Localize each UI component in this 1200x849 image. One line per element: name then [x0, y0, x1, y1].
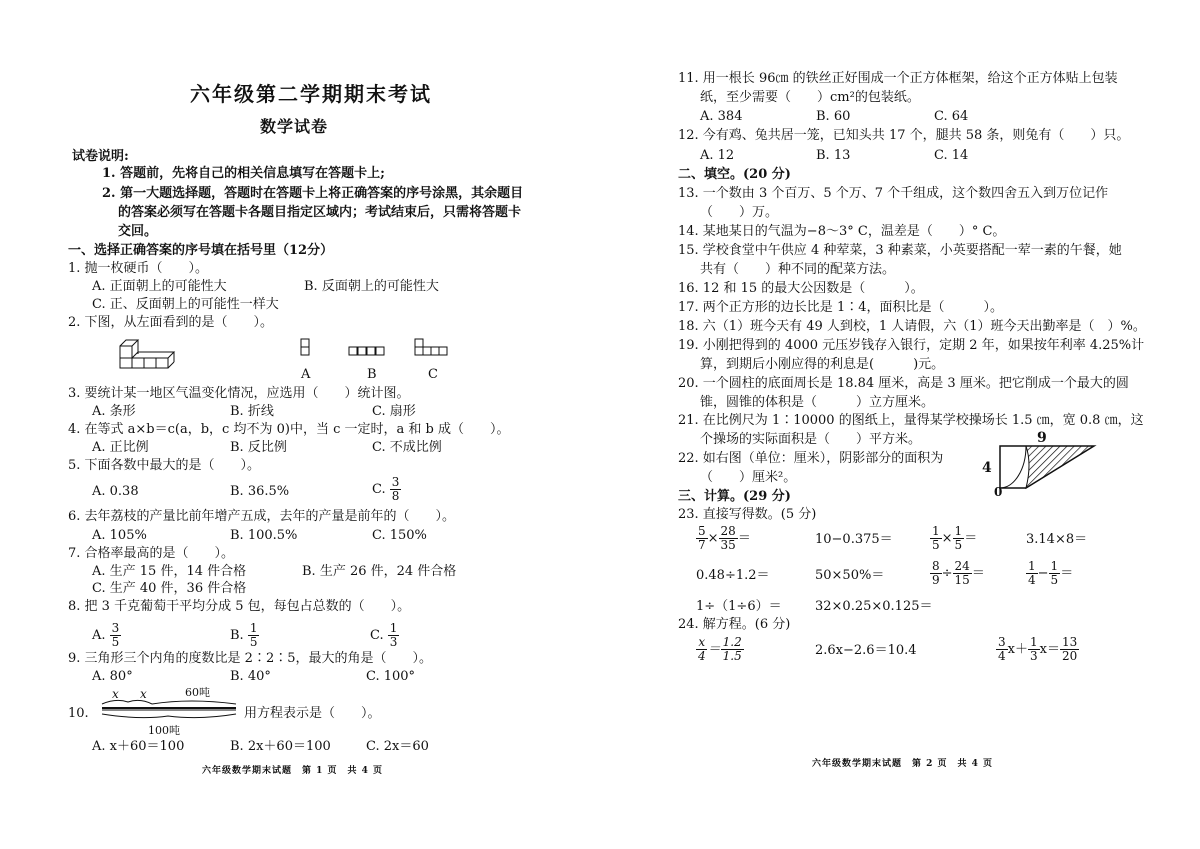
q12-stem: 12. 今有鸡、兔共居一笼，已知头共 17 个，腿共 58 条，则兔有（ ）只。	[678, 128, 1130, 143]
section-3-heading: 三、计算。(29 分)	[678, 489, 791, 504]
q2-stem: 2. 下图，从左面看到的是（ ）。	[68, 315, 274, 330]
q2-view-a	[300, 338, 312, 358]
q1-option-a: A. 正面朝上的可能性大	[92, 279, 227, 294]
q2-view-c	[414, 338, 454, 358]
q21-line-2: 个操场的实际面积是（ ）平方米。	[700, 432, 922, 447]
q23-expr-9: 1÷（1÷6）＝	[696, 599, 782, 614]
q22-figure-label-left: 4	[982, 460, 992, 476]
q23-expr-7: $\frac{8}{9}$ ÷ $\frac{24}{15}$ ＝	[932, 559, 985, 587]
q2-label-a: A	[301, 367, 311, 382]
q24-stem: 24. 解方程。(6 分)	[678, 617, 791, 632]
exam-title: 六年级第二学期期末考试	[190, 82, 432, 106]
q2-label-c: C	[428, 367, 438, 382]
q9-stem: 9. 三角形三个内角的度数比是 2∶2∶5，最大的角是（ ）。	[68, 651, 432, 666]
q10-x-label-2: x	[140, 687, 147, 701]
q8-stem: 8. 把 3 千克葡萄干平均分成 5 包，每包占总数的（ ）。	[68, 599, 411, 614]
q22-line-2: （ ）厘米²。	[700, 470, 797, 485]
q9-option-a: A. 80°	[92, 669, 133, 684]
q10-option-a: A. x＋60＝100	[92, 739, 185, 754]
q6-option-b: B. 100.5%	[230, 528, 298, 543]
exam-page-2	[600, 0, 1200, 849]
section-2-heading: 二、填空。(20 分)	[678, 167, 791, 182]
q6-stem: 6. 去年荔枝的产量比前年增产五成，去年的产量是前年的（ ）。	[68, 509, 456, 524]
q5-option-b: B. 36.5%	[230, 484, 290, 499]
q15-line-1: 15. 学校食堂中午供应 4 种荤菜，3 种素菜，小英要搭配一荤一素的午餐，她	[678, 243, 1122, 258]
instructions-heading: 试卷说明:	[72, 149, 129, 164]
instructions-item-2c: 交回。	[118, 224, 158, 239]
q7-stem: 7. 合格率最高的是（ ）。	[68, 546, 235, 561]
q6-option-c: C. 150%	[372, 528, 427, 543]
q4-option-c: C. 不成比例	[372, 440, 442, 455]
q3-option-a: A. 条形	[92, 404, 136, 419]
q7-option-c: C. 生产 40 件，36 件合格	[92, 581, 247, 596]
q8-option-c: C. $\frac{1}{3}$	[370, 621, 398, 649]
q23-expr-8: $\frac{1}{4}$ − $\frac{1}{5}$ ＝	[1028, 559, 1074, 587]
q5-stem: 5. 下面各数中最大的是（ ）。	[68, 458, 261, 473]
q12-option-c: C. 14	[934, 148, 969, 163]
q1-option-b: B. 反面朝上的可能性大	[304, 279, 439, 294]
q17: 17. 两个正方形的边长比是 1∶4，面积比是（ ）。	[678, 300, 1003, 315]
q11-line-1: 11. 用一根长 96㎝ 的铁丝正好围成一个正方体框架，给这个正方体贴上包装	[678, 71, 1118, 86]
q10-bottom-label: 100吨	[148, 724, 180, 737]
q11-line-2: 纸，至少需要（ ）cm²的包装纸。	[700, 90, 920, 105]
q19-line-2: 算，到期后小刚应得的利息是( )元。	[700, 357, 945, 372]
q11-option-b: B. 60	[816, 109, 851, 124]
q7-option-b: B. 生产 26 件，24 件合格	[302, 564, 457, 579]
instructions-item-2a: 2. 第一大题选择题，答题时在答题卡上将正确答案的序号涂黑，其余题目	[102, 186, 524, 201]
q5-option-c: C. $\frac{3}{8}$	[372, 475, 400, 503]
q10-x-label-1: x	[112, 687, 119, 701]
q3-option-c: C. 扇形	[372, 404, 416, 419]
q22-line-1: 22. 如右图（单位：厘米），阴影部分的面积为	[678, 451, 944, 466]
q13-line-1: 13. 一个数由 3 个百万、5 个万、7 个千组成，这个数四舍五入到万位记作	[678, 186, 1109, 201]
q19-line-1: 19. 小刚把得到的 4000 元压岁钱存入银行，定期 2 年，如果按年利率 4.25%计	[678, 338, 1145, 353]
q11-option-c: C. 64	[934, 109, 969, 124]
q22-figure-label-top: 9	[1037, 430, 1047, 446]
q10-top-label: 60吨	[185, 686, 210, 699]
q23-expr-10: 32×0.25×0.125＝	[815, 599, 933, 614]
q6-option-a: A. 105%	[92, 528, 147, 543]
q8-option-b: B. $\frac{1}{5}$	[230, 621, 258, 649]
instructions-item-1: 1. 答题前，先将自己的相关信息填写在答题卡上;	[102, 166, 385, 181]
q5-option-a: A. 0.38	[92, 484, 139, 499]
q1-stem: 1. 抛一枚硬币（ ）。	[68, 261, 209, 276]
q12-option-b: B. 13	[816, 148, 851, 163]
page-2-footer: 六年级数学期末试题 第 2 页 共 4 页	[812, 759, 994, 769]
q13-line-2: （ ）万。	[700, 205, 779, 220]
page-1-footer: 六年级数学期末试题 第 1 页 共 4 页	[202, 766, 384, 776]
q23-stem: 23. 直接写得数。(5 分)	[678, 507, 817, 522]
section-1-heading: 一、选择正确答案的序号填在括号里（12分）	[68, 243, 334, 258]
q23-expr-2: 10−0.375＝	[815, 532, 893, 547]
q21-line-1: 21. 在比例尺为 1∶10000 的图纸上，量得某学校操场长 1.5 ㎝，宽 0.8 ㎝，这	[678, 413, 1144, 428]
q9-option-b: B. 40°	[230, 669, 271, 684]
q22-figure	[998, 444, 1098, 490]
q15-line-2: 共有（ ）种不同的配菜方法。	[700, 262, 896, 277]
q20-line-1: 20. 一个圆柱的底面周长是 18.84 厘米，高是 3 厘米。把它削成一个最大的圆	[678, 376, 1129, 391]
q23-expr-6: 50×50%＝	[815, 568, 885, 583]
q2-label-b: B	[367, 367, 377, 382]
q10-stem: 用方程表示是（ ）。	[244, 706, 381, 721]
q10-number: 10.	[68, 706, 89, 721]
instructions-item-2b: 的答案必须写在答题卡各题目指定区域内；考试结束后，只需将答题卡	[118, 205, 522, 220]
q20-line-2: 锥，圆锥的体积是（ ）立方厘米。	[700, 395, 935, 410]
q4-stem: 4. 在等式 a×b＝c(a，b，c 均不为 0)中，当 c 一定时，a 和 b 成（ ）。	[68, 422, 510, 437]
q10-option-c: C. 2x＝60	[366, 739, 429, 754]
q12-option-a: A. 12	[700, 148, 735, 163]
q1-option-c: C. 正、反面朝上的可能性一样大	[92, 297, 279, 312]
q23-expr-3: $\frac{1}{5}$ × $\frac{1}{5}$ ＝	[932, 524, 978, 552]
q14: 14. 某地某日的气温为−8～3° C，温差是（ ）° C。	[678, 224, 1006, 239]
q11-option-a: A. 384	[700, 109, 743, 124]
q3-stem: 3. 要统计某一地区气温变化情况，应选用（ ）统计图。	[68, 386, 410, 401]
q24-equation-1: $\frac{x}{4}$ ＝ $\frac{1.2}{1.5}$	[698, 635, 742, 663]
q9-option-c: C. 100°	[366, 669, 416, 684]
q24-equation-2: 2.6x−2.6＝10.4	[815, 643, 917, 658]
q7-option-a: A. 生产 15 件，14 件合格	[92, 564, 247, 579]
q2-solid-figure	[118, 334, 178, 370]
q2-view-b	[348, 346, 386, 358]
q22-figure-label-bottom: 0	[994, 485, 1003, 499]
q16: 16. 12 和 15 的最大公因数是（ ）。	[678, 281, 924, 296]
q18: 18. 六（1）班今天有 49 人到校，1 人请假，六（1）班今天出勤率是（ ）%。	[678, 319, 1146, 334]
q10-option-b: B. 2x＋60＝100	[230, 739, 331, 754]
q24-equation-3: $\frac{3}{4}$ x＋ $\frac{1}{3}$ x＝ $\frac{13}{20}$	[998, 635, 1078, 663]
q3-option-b: B. 折线	[230, 404, 274, 419]
q8-option-a: A. $\frac{3}{5}$	[92, 621, 120, 649]
q23-expr-5: 0.48÷1.2＝	[696, 568, 770, 583]
q10-line-diagram	[100, 698, 240, 724]
q23-expr-4: 3.14×8＝	[1026, 532, 1088, 547]
exam-subtitle: 数学试卷	[260, 117, 329, 136]
q4-option-b: B. 反比例	[230, 440, 287, 455]
q23-expr-1: $\frac{5}{7}$ × $\frac{28}{35}$ ＝	[698, 524, 751, 552]
q4-option-a: A. 正比例	[92, 440, 149, 455]
